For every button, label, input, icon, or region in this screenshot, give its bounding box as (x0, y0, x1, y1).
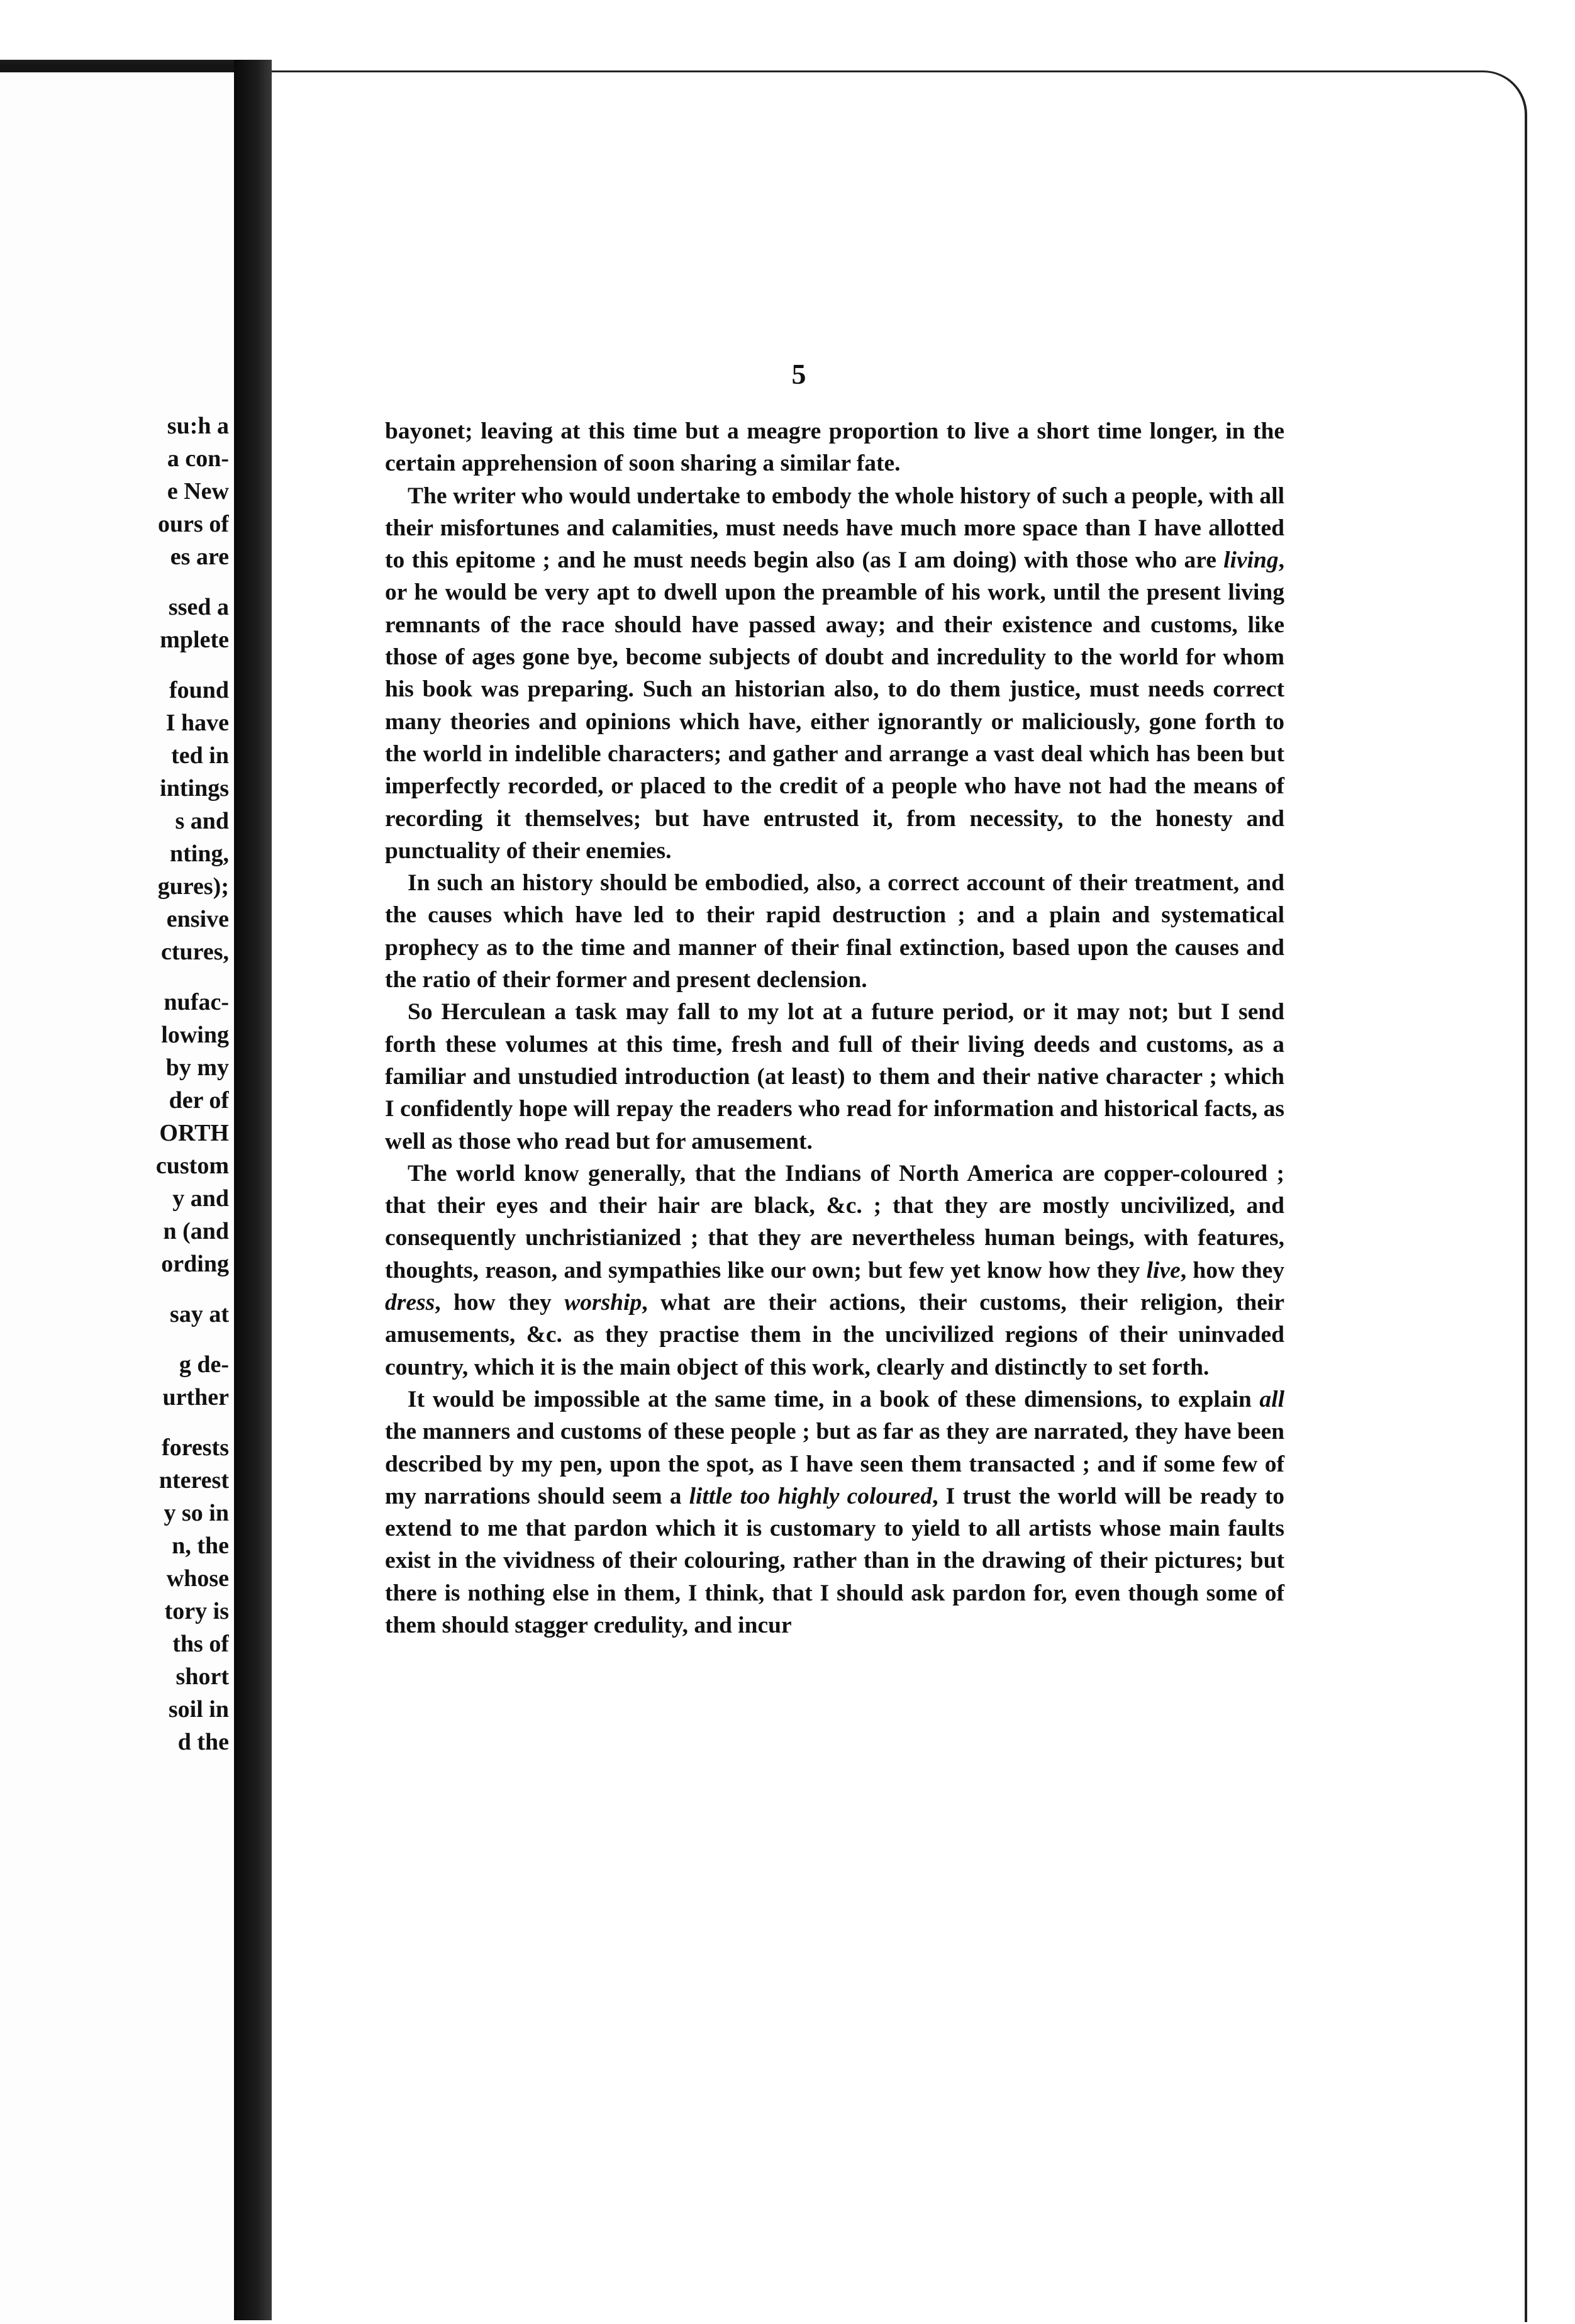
italic-text: worship (564, 1290, 642, 1316)
page-number: 5 (791, 358, 806, 390)
text-segment: the manners and customs of these people ; but as far as they are narrated, they have been described by my pen, upon the spot, as I have seen them transacted ; and if some few of my narrations should seem a (385, 1419, 1284, 1509)
facing-page-line (15, 1414, 229, 1431)
italic-text: little too highly coloured (689, 1483, 933, 1509)
text-segment: So Herculean a task may fall to my lot at a future period, or it may not; but I send forth these volumes at this time, fresh and full of their living deeds and customs, as a familiar and unstudied introduction (at least) to them and their native character ; which I confidently hope will repay the readers who read for information and historical facts, as well as those who read but for amusement. (385, 999, 1284, 1154)
facing-page-line: ensive (166, 906, 229, 932)
facing-page-line: nterest (159, 1467, 229, 1494)
facing-page-line: ths of (172, 1631, 229, 1657)
text-segment: , what are their actions, their customs, their religion, their amusements, &c. as they practise them in the uncivilized regions of their uninvaded country, which it is the main object of this work, clearly and distinctly to set forth. (385, 1290, 1284, 1380)
facing-page-line: tory is (164, 1598, 229, 1624)
facing-page-line: mplete (160, 627, 229, 653)
text-segment: , or he would be very apt to dwell upon the preamble of his work, until the present living remnants of the race should have passed away; and their existence and customs, like those of ages gone bye, become subjects of doubt and incredulity to the world for whom his book was preparing. Such an historian also, to do them justice, must needs correct many theories and opinions which have, either ignorantly or maliciously, gone forth to the world in indelible characters; and gather and arrange a vast deal which has been but imperfectly recorded, or placed to the credit of a people who have not had the means of recording it themselves; but have entrusted it, from necessity, to the honesty and punctuality of their enemies. (385, 547, 1284, 864)
facing-page-line: urther (162, 1384, 229, 1411)
facing-page-line: n, the (172, 1533, 229, 1559)
facing-page-line (15, 1280, 229, 1298)
page-body-text (385, 415, 1284, 1641)
facing-page-line: e New (167, 478, 229, 505)
facing-page-line: ours of (158, 511, 229, 537)
facing-page-line: y so in (164, 1500, 229, 1526)
facing-page-line: say at (170, 1301, 229, 1327)
text-segment: , how they (435, 1290, 565, 1316)
facing-page-line: y and (172, 1185, 229, 1212)
facing-page-line: lowing (161, 1022, 229, 1048)
italic-text: dress (385, 1290, 435, 1316)
text-segment: In such an history should be embodied, also, a correct account of their treatment, and the causes which have led to their rapid destruction ; and a plain and systematical prophecy as to the time and manner of their final extinction, based upon the causes and the ratio of their former and present declension. (385, 870, 1284, 993)
facing-page-line: n (and (163, 1218, 229, 1244)
facing-page-line: soil in (168, 1696, 229, 1723)
facing-page-line: s and (175, 808, 229, 834)
binding-gutter (234, 60, 272, 2320)
text-segment: , how they (1180, 1257, 1284, 1283)
italic-text: all (1259, 1386, 1284, 1412)
paragraph-p2 (385, 480, 1284, 868)
facing-page-line: by my (165, 1054, 229, 1081)
facing-page-line: su:h a (167, 413, 229, 439)
facing-page-line (15, 573, 229, 591)
facing-page-line: custom (155, 1153, 229, 1179)
facing-page-line: der of (169, 1087, 229, 1114)
paragraph-p5 (385, 1158, 1284, 1383)
facing-page-line: ssed a (168, 594, 229, 620)
facing-page-line: es are (170, 544, 229, 570)
paragraph-p3 (385, 867, 1284, 996)
text-segment: The world know generally, that the Indians of North America are copper-coloured ; that their eyes and their hair are black, &c. ; that they are mostly uncivilized, and consequently unchristianized ; that they are nevertheless human beings, with features, thoughts, reason, and sympathies like our own; but few yet know how they (385, 1160, 1284, 1283)
text-segment: bayonet; leaving at this time but a meagre proportion to live a short time longer, in the certain apprehension of soon sharing a similar fate. (385, 418, 1284, 477)
facing-page-line: gures); (157, 873, 229, 900)
italic-text: live (1146, 1257, 1181, 1283)
facing-page-line: g de- (179, 1351, 229, 1378)
facing-page-top-edge (0, 64, 234, 72)
facing-page-line: a con- (167, 445, 229, 472)
paragraph-p6 (385, 1383, 1284, 1641)
facing-page-line (15, 968, 229, 986)
paragraph-p1 (385, 415, 1284, 480)
text-segment: The writer who would undertake to embody the whole history of such a people, with all their misfortunes and calamities, must needs have much more space than I have allotted to this epitome ; and he must needs begin also (as I am doing) with those who are (385, 483, 1284, 574)
facing-page-line: short (175, 1663, 229, 1690)
facing-page-line: nting, (170, 841, 229, 867)
facing-page-line: forests (162, 1434, 229, 1461)
facing-page-line: ording (161, 1251, 229, 1277)
facing-page-line: ted in (171, 742, 229, 769)
facing-page-line: whose (166, 1565, 229, 1592)
italic-text: living (1223, 547, 1279, 574)
paragraph-p4 (385, 996, 1284, 1157)
facing-page-line: found (169, 677, 229, 703)
text-segment: It would be impossible at the same time, in a book of these dimensions, to explain (408, 1386, 1260, 1412)
text-segment: , I trust the world will be ready to extend to me that pardon which it is customary to yield to all artists whose main faults exist in the vividness of their colouring, rather than in the drawing of their pictures; but there is nothing else in them, I think, that I should ask pardon for, even though some of them should stagger credulity, and incur (385, 1483, 1285, 1638)
facing-page-line (15, 1331, 229, 1348)
facing-page-line (15, 656, 229, 674)
facing-page-line: I have (165, 710, 229, 736)
facing-page-line: ctures, (161, 939, 229, 965)
facing-page-line: intings (160, 775, 229, 802)
facing-page-text-fragments (15, 410, 229, 1758)
facing-page (0, 60, 234, 2324)
facing-page-line: ORTH (159, 1120, 229, 1146)
facing-page-line: d the (177, 1729, 229, 1755)
facing-page-line: nufac- (164, 989, 229, 1015)
